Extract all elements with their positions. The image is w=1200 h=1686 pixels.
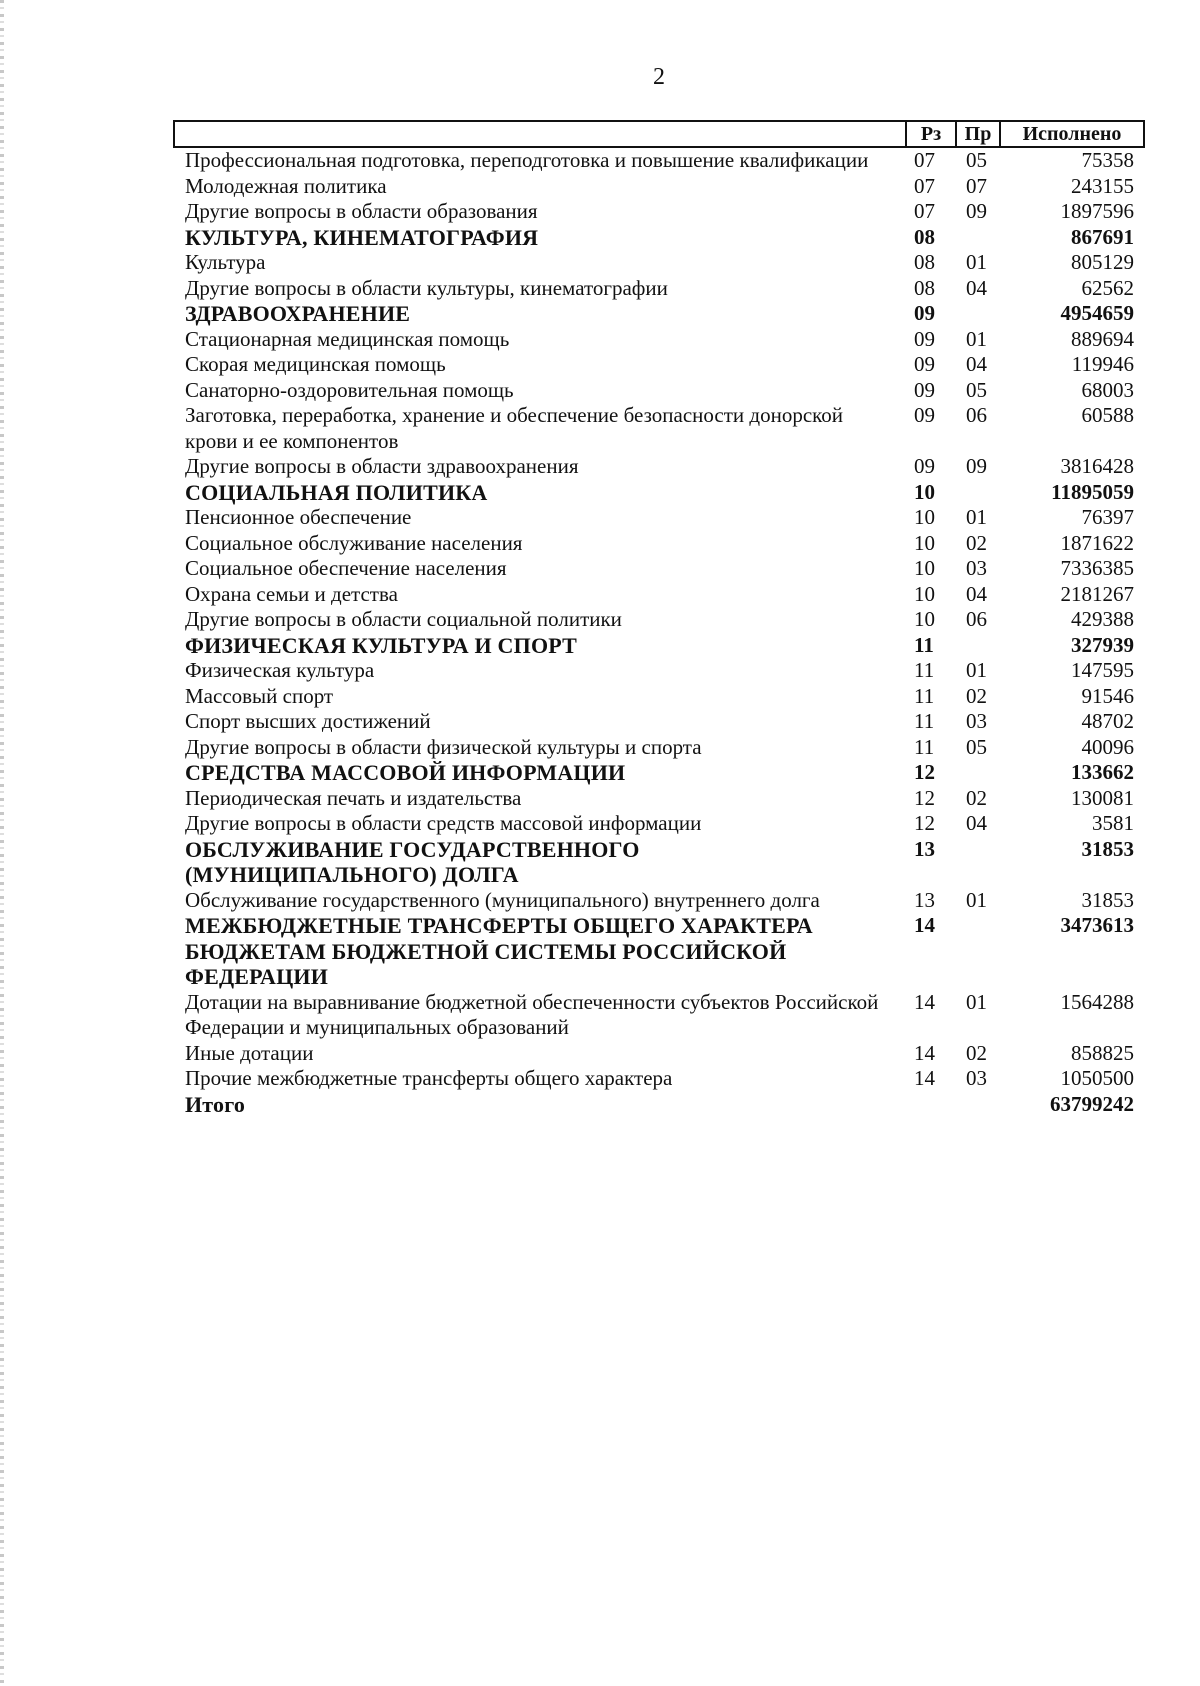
row-rz-code: 14 [914,913,935,937]
row-rz-code: 14 [914,1066,935,1090]
row-name: Санаторно-оздоровительная помощь [185,377,514,402]
row-executed-amount: 31853 [1081,836,1134,861]
row-pr-code: 02 [966,530,987,555]
row-name: Социальное обслуживание населения [185,530,523,555]
row-rz-code: 12 [914,785,935,810]
table-row [174,378,1144,404]
row-pr-code: 01 [966,658,987,682]
row-rz-code: 11 [914,658,935,682]
row-name: Дотации на выравнивание бюджетной обеспеченности субъектов Российской Федерации и муниципальных образований [185,989,879,1039]
row-pr-code: 03 [966,1066,987,1090]
row-pr-code: 05 [966,377,987,402]
row-pr-code: 01 [966,505,987,529]
row-name: ЗДРАВООХРАНЕНИЕ [185,301,411,326]
budget-execution-table [173,120,1145,1117]
row-name: Итого [185,1091,246,1117]
row-rz-code: 12 [914,811,935,835]
row-name: СОЦИАЛЬНАЯ ПОЛИТИКА [185,479,488,505]
table-row [174,454,1144,480]
row-pr-code [956,837,1000,888]
row-name: Профессиональная подготовка, переподготовка и повышение квалификации [185,148,869,172]
row-executed-amount: 1871622 [1060,530,1134,555]
row-pr-code: 01 [966,887,987,912]
row-executed-amount: 3581 [1092,811,1134,835]
row-rz-code: 07 [914,148,935,172]
row-rz-code: 11 [914,632,934,657]
row-executed-amount: 62562 [1081,275,1134,300]
row-name: МЕЖБЮДЖЕТНЫЕ ТРАНСФЕРТЫ ОБЩЕГО ХАРАКТЕРА БЮДЖЕТАМ БЮДЖЕТНОЙ СИСТЕМЫ РОССИЙСКОЙ ФЕДЕРАЦИИ [185,913,813,989]
row-pr-code: 03 [966,556,987,580]
row-rz-code: 09 [914,454,935,478]
table-row [174,607,1144,633]
table-row [174,505,1144,531]
table-row [174,531,1144,557]
table-row [174,327,1144,353]
scan-edge-artifact [0,0,4,1686]
table-row [174,147,1144,174]
header-name [174,121,906,147]
row-pr-code [956,225,1000,251]
row-pr-code: 04 [966,581,987,606]
row-executed-amount: 130081 [1071,785,1134,810]
row-pr-code [956,1092,1000,1118]
row-pr-code: 09 [966,454,987,478]
table-row [174,582,1144,608]
row-executed-amount: 858825 [1071,1040,1134,1065]
row-pr-code: 01 [966,989,987,1014]
table-header [174,121,1144,147]
row-pr-code [956,913,1000,990]
row-rz-code: 09 [914,377,935,402]
row-name: Стационарная медицинская помощь [185,326,510,351]
row-executed-amount: 3816428 [1060,454,1134,478]
row-executed-amount: 2181267 [1060,581,1134,606]
header-rz: Рз [906,121,956,147]
row-executed-amount: 133662 [1071,760,1134,784]
row-name: Молодежная политика [185,173,387,198]
row-pr-code: 01 [966,250,987,274]
row-pr-code: 04 [966,275,987,300]
row-pr-code: 03 [966,709,987,733]
table-row [174,199,1144,225]
row-pr-code: 02 [966,683,987,708]
row-rz-code: 13 [914,887,935,912]
table-row [174,786,1144,812]
row-name: ФИЗИЧЕСКАЯ КУЛЬТУРА И СПОРТ [185,632,578,658]
row-name: Скорая медицинская помощь [185,352,446,376]
row-executed-amount: 11895059 [1051,479,1134,504]
table-row [174,352,1144,378]
header-executed: Исполнено [1000,121,1144,147]
table-row [174,888,1144,914]
row-name: ОБСЛУЖИВАНИЕ ГОСУДАРСТВЕННОГО (МУНИЦИПАЛЬНОГО) ДОЛГА [185,836,640,887]
row-executed-amount: 1564288 [1060,989,1134,1014]
row-executed-amount: 147595 [1071,658,1134,682]
row-rz-code: 10 [914,607,935,631]
row-rz-code: 10 [914,530,935,555]
row-rz-code: 11 [914,734,935,759]
table-row [174,556,1144,582]
row-executed-amount: 4954659 [1060,301,1134,325]
row-pr-code: 04 [966,811,987,835]
table-row [174,276,1144,302]
page-number: 2 [653,64,665,90]
row-pr-code [956,301,1000,327]
row-executed-amount: 429388 [1071,607,1134,631]
row-name: Другие вопросы в области социальной политики [185,607,622,631]
row-pr-code: 05 [966,734,987,759]
row-executed-amount: 48702 [1081,709,1134,733]
row-name: Физическая культура [185,658,375,682]
row-rz-code: 09 [914,403,935,427]
row-pr-code: 09 [966,199,987,223]
section-row [174,913,1144,990]
row-executed-amount: 91546 [1081,683,1134,708]
row-executed-amount: 40096 [1081,734,1134,759]
row-name: Культура [185,250,266,274]
row-executed-amount: 63799242 [1050,1091,1134,1116]
section-row [174,301,1144,327]
row-rz-code: 12 [914,760,935,784]
row-rz-code: 08 [914,250,935,274]
row-executed-amount: 68003 [1081,377,1134,402]
row-rz-code: 09 [914,326,935,351]
row-pr-code: 06 [966,607,987,631]
row-executed-amount: 1897596 [1060,199,1134,223]
row-name: Другие вопросы в области физической культуры и спорта [185,734,702,759]
row-executed-amount: 243155 [1071,173,1134,198]
row-rz-code: 09 [914,301,935,325]
total-row [174,1092,1144,1118]
row-rz-code: 14 [914,989,935,1014]
section-row [174,633,1144,659]
row-rz-code: 11 [914,709,935,733]
table-row [174,709,1144,735]
row-pr-code: 01 [966,326,987,351]
row-rz-code: 07 [914,199,935,223]
row-executed-amount: 1050500 [1060,1066,1134,1090]
row-rz-code [906,1092,956,1118]
table-row [174,174,1144,200]
table-body [174,147,1144,1117]
row-executed-amount: 805129 [1071,250,1134,274]
table-row [174,1041,1144,1067]
row-rz-code: 10 [914,505,935,529]
row-pr-code: 06 [966,403,987,427]
row-name: Обслуживание государственного (муниципального) внутреннего долга [185,887,820,912]
row-name: Массовый спорт [185,683,334,708]
table-row [174,684,1144,710]
row-rz-code: 07 [914,173,935,198]
table-row [174,811,1144,837]
row-executed-amount: 75358 [1081,148,1134,172]
row-rz-code: 14 [914,1040,935,1065]
section-row [174,760,1144,786]
table-row [174,990,1144,1041]
row-pr-code [956,633,1000,659]
row-rz-code: 13 [914,836,935,861]
row-name: Заготовка, переработка, хранение и обеспечение безопасности донорской крови и ее компонентов [185,403,844,453]
row-name: Социальное обеспечение населения [185,556,507,580]
row-rz-code: 10 [914,479,935,504]
row-rz-code: 09 [914,352,935,376]
section-row [174,480,1144,506]
row-pr-code: 04 [966,352,987,376]
row-pr-code: 05 [966,148,987,172]
table-row [174,735,1144,761]
row-executed-amount: 76397 [1081,505,1134,529]
row-name: Другие вопросы в области культуры, кинематографии [185,275,668,300]
row-name: Периодическая печать и издательства [185,785,522,810]
row-executed-amount: 867691 [1071,224,1134,249]
row-rz-code: 10 [914,556,935,580]
table-row [174,250,1144,276]
table-row [174,1066,1144,1092]
row-name: Другие вопросы в области образования [185,199,538,223]
row-executed-amount: 119946 [1071,352,1134,376]
row-executed-amount: 31853 [1081,887,1134,912]
row-pr-code [956,760,1000,786]
row-pr-code: 07 [966,173,987,198]
row-executed-amount: 889694 [1071,326,1134,351]
row-rz-code: 11 [914,683,935,708]
row-name: Иные дотации [185,1040,314,1065]
row-name: Другие вопросы в области средств массовой информации [185,811,702,835]
row-pr-code: 02 [966,1040,987,1065]
row-name: Прочие межбюджетные трансферты общего характера [185,1066,673,1090]
section-row [174,837,1144,888]
header-pr: Пр [956,121,1000,147]
row-rz-code: 08 [914,275,935,300]
row-rz-code: 10 [914,581,935,606]
table-row [174,403,1144,454]
row-pr-code [956,480,1000,506]
row-name: КУЛЬТУРА, КИНЕМАТОГРАФИЯ [185,224,539,250]
row-pr-code: 02 [966,785,987,810]
row-executed-amount: 3473613 [1060,913,1134,937]
section-row [174,225,1144,251]
header-row [174,121,1144,147]
row-name: Охрана семьи и детства [185,581,398,606]
row-name: Другие вопросы в области здравоохранения [185,454,579,478]
row-executed-amount: 60588 [1081,403,1134,427]
row-name: Пенсионное обеспечение [185,505,412,529]
table-row [174,658,1144,684]
row-name: Спорт высших достижений [185,709,431,733]
row-name: СРЕДСТВА МАССОВОЙ ИНФОРМАЦИИ [185,760,626,785]
row-executed-amount: 7336385 [1060,556,1134,580]
row-rz-code: 08 [914,224,935,249]
row-executed-amount: 327939 [1071,632,1134,657]
